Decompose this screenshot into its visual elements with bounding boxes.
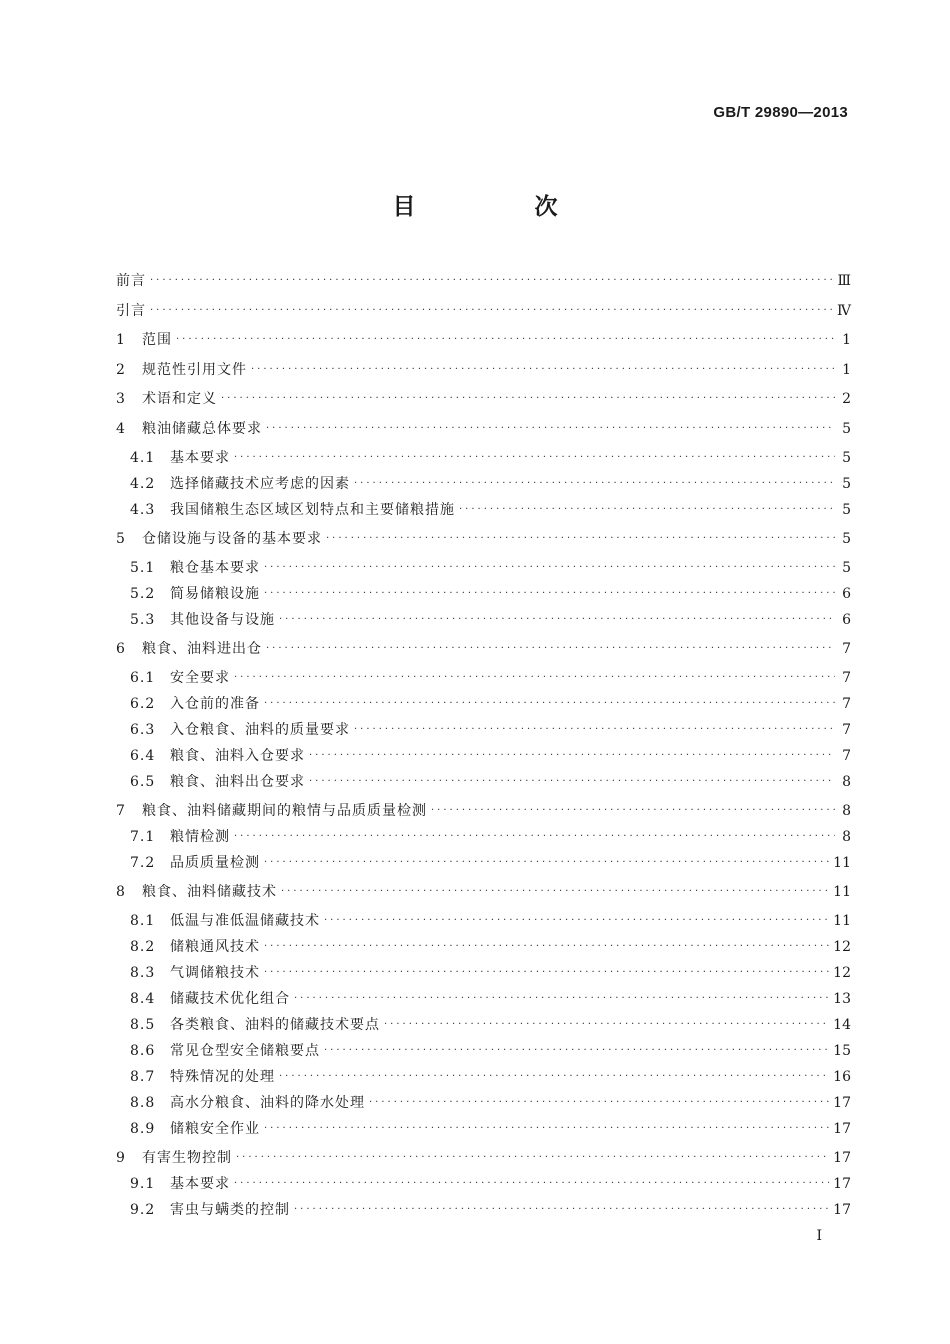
toc-entry-page: 6	[842, 612, 851, 628]
toc-entry-title: 储藏技术优化组合	[170, 991, 290, 1007]
toc-entry[interactable]	[116, 910, 851, 932]
toc-entry-number: 7	[116, 803, 125, 819]
toc-entry-title: 粮情检测	[170, 829, 230, 845]
toc-entry-number: 8.3	[130, 965, 156, 981]
toc-entry[interactable]	[116, 359, 851, 381]
toc-entry[interactable]	[116, 988, 851, 1010]
toc-entry-number: 8.4	[130, 991, 156, 1007]
toc-entry-page: 12	[833, 939, 851, 955]
toc-entry-page: 8	[842, 774, 851, 790]
toc-entry-title: 简易储粮设施	[170, 586, 260, 602]
toc-entry-page: 8	[842, 829, 851, 845]
toc-entry-number: 5.2	[130, 586, 156, 602]
toc-entry-page: Ⅲ	[837, 273, 851, 289]
dot-leader	[264, 852, 829, 874]
toc-entry[interactable]	[116, 667, 851, 689]
dot-leader	[251, 359, 835, 381]
toc-entry-title: 规范性引用文件	[142, 362, 247, 378]
dot-leader	[279, 1066, 829, 1088]
toc-entry-title: 范围	[142, 332, 172, 348]
toc-entry-title: 我国储粮生态区域区划特点和主要储粮措施	[170, 502, 455, 518]
toc-entry-number: 6	[116, 641, 125, 657]
toc-entry-title: 粮油储藏总体要求	[142, 421, 262, 437]
dot-leader	[264, 557, 835, 579]
toc-entry-page: Ⅳ	[837, 303, 851, 319]
toc-entry-number: 9	[116, 1150, 125, 1166]
toc-entry-number: 9.1	[130, 1176, 156, 1192]
toc-entry-page: 17	[833, 1121, 851, 1137]
toc-entry-title: 前言	[116, 273, 146, 289]
dot-leader	[309, 771, 835, 793]
toc-entry-page: 5	[842, 560, 851, 576]
toc-entry[interactable]	[116, 270, 851, 292]
dot-leader	[326, 528, 835, 550]
toc-entry[interactable]	[116, 719, 851, 741]
toc-entry[interactable]	[116, 745, 851, 767]
toc-entry-page: 5	[842, 531, 851, 547]
toc-entry-number: 5.1	[130, 560, 156, 576]
toc-entry-number: 8.9	[130, 1121, 156, 1137]
toc-entry[interactable]	[116, 528, 851, 550]
toc-entry-number: 4.2	[130, 476, 156, 492]
toc-entry-page: 5	[842, 476, 851, 492]
page-title: 目 次	[392, 194, 606, 220]
dot-leader	[354, 473, 835, 495]
toc-entry[interactable]	[116, 499, 851, 521]
toc-entry-page: 16	[833, 1069, 851, 1085]
toc-entry-page: 11	[833, 884, 851, 900]
toc-entry[interactable]	[116, 1199, 851, 1221]
toc-entry-page: 5	[842, 450, 851, 466]
toc-entry-title: 各类粮食、油料的储藏技术要点	[170, 1017, 380, 1033]
toc-entry[interactable]	[116, 771, 851, 793]
toc-entry-number: 3	[116, 391, 125, 407]
dot-leader	[354, 719, 835, 741]
toc-entry-page: 1	[842, 332, 851, 348]
toc-entry-page: 7	[842, 696, 851, 712]
toc-entry[interactable]	[116, 693, 851, 715]
dot-leader	[234, 826, 835, 848]
toc-entry-page: 7	[842, 722, 851, 738]
toc-entry-page: 14	[833, 1017, 851, 1033]
toc-entry-page: 2	[842, 391, 851, 407]
toc-entry-number: 8.1	[130, 913, 156, 929]
dot-leader	[150, 270, 833, 292]
toc-entry-title: 基本要求	[170, 450, 230, 466]
toc-entry-number: 9.2	[130, 1202, 156, 1218]
toc-entry[interactable]	[116, 609, 851, 631]
toc-entry-page: 7	[842, 748, 851, 764]
toc-entry-number: 4	[116, 421, 125, 437]
toc-entry-number: 6.5	[130, 774, 156, 790]
toc-entry-number: 8.6	[130, 1043, 156, 1059]
dot-leader	[264, 693, 835, 715]
toc-entry-page: 5	[842, 421, 851, 437]
toc-entry-title: 特殊情况的处理	[170, 1069, 275, 1085]
toc-entry-number: 4.3	[130, 502, 156, 518]
toc-entry-title: 基本要求	[170, 1176, 230, 1192]
toc-entry-page: 8	[842, 803, 851, 819]
toc-entry-title: 品质质量检测	[170, 855, 260, 871]
dot-leader	[234, 667, 835, 689]
dot-leader	[266, 638, 835, 660]
toc-entry-number: 6.3	[130, 722, 156, 738]
toc-entry[interactable]	[116, 800, 851, 822]
dot-leader	[431, 800, 835, 822]
toc-entry[interactable]	[116, 388, 851, 410]
dot-leader	[266, 418, 835, 440]
toc-entry-title: 储粮通风技术	[170, 939, 260, 955]
toc-entry[interactable]	[116, 447, 851, 469]
toc-entry-title: 粮食、油料储藏期间的粮情与品质质量检测	[142, 803, 427, 819]
dot-leader	[384, 1014, 829, 1036]
toc-entry-title: 粮食、油料出仓要求	[170, 774, 305, 790]
toc-entry-number: 8.8	[130, 1095, 156, 1111]
toc-entry-number: 8	[116, 884, 125, 900]
toc-entry-page: 17	[833, 1095, 851, 1111]
dot-leader	[309, 745, 835, 767]
toc-entry-number: 6.4	[130, 748, 156, 764]
toc-entry-page: 7	[842, 641, 851, 657]
document-code: GB/T 29890—2013	[713, 104, 848, 121]
toc-entry-title: 气调储粮技术	[170, 965, 260, 981]
toc-entry-number: 8.2	[130, 939, 156, 955]
dot-leader	[150, 300, 833, 322]
toc-entry[interactable]	[116, 826, 851, 848]
toc-entry-number: 2	[116, 362, 125, 378]
toc-entry-title: 安全要求	[170, 670, 230, 686]
toc-entry-number: 8.5	[130, 1017, 156, 1033]
toc-entry-number: 4.1	[130, 450, 156, 466]
toc-entry-title: 粮食、油料入仓要求	[170, 748, 305, 764]
dot-leader	[221, 388, 835, 410]
toc-entry-page: 17	[833, 1176, 851, 1192]
page-number: Ⅰ	[816, 1228, 822, 1244]
toc-entry[interactable]	[116, 418, 851, 440]
toc-entry-title: 有害生物控制	[142, 1150, 232, 1166]
toc-entry-title: 储粮安全作业	[170, 1121, 260, 1137]
toc-entry[interactable]	[116, 1092, 851, 1114]
toc-entry-page: 11	[833, 913, 851, 929]
toc-entry-page: 13	[833, 991, 851, 1007]
toc-entry-number: 5	[116, 531, 125, 547]
toc-entry-number: 6.1	[130, 670, 156, 686]
toc-entry-number: 7.1	[130, 829, 156, 845]
toc-entry[interactable]	[116, 473, 851, 495]
toc-entry-page: 6	[842, 586, 851, 602]
dot-leader	[294, 1199, 829, 1221]
toc-entry[interactable]	[116, 1014, 851, 1036]
toc-entry-title: 引言	[116, 303, 146, 319]
toc-entry-title: 其他设备与设施	[170, 612, 275, 628]
dot-leader	[324, 910, 829, 932]
toc-entry-title: 入仓粮食、油料的质量要求	[170, 722, 350, 738]
toc-entry-title: 粮食、油料储藏技术	[142, 884, 277, 900]
toc-entry[interactable]	[116, 1147, 851, 1169]
dot-leader	[459, 499, 835, 521]
toc-entry-title: 粮仓基本要求	[170, 560, 260, 576]
toc-entry-number: 8.7	[130, 1069, 156, 1085]
toc-entry-page: 17	[833, 1202, 851, 1218]
toc-entry[interactable]	[116, 638, 851, 660]
dot-leader	[176, 329, 835, 351]
toc-entry-number: 7.2	[130, 855, 156, 871]
toc-entry-page: 7	[842, 670, 851, 686]
dot-leader	[369, 1092, 829, 1114]
toc-entry[interactable]	[116, 583, 851, 605]
dot-leader	[294, 988, 829, 1010]
toc-entry-page: 12	[833, 965, 851, 981]
dot-leader	[264, 1118, 829, 1140]
toc-entry[interactable]	[116, 881, 851, 903]
toc-entry-page: 11	[833, 855, 851, 871]
toc-entry-page: 17	[833, 1150, 851, 1166]
toc-entry-number: 5.3	[130, 612, 156, 628]
dot-leader	[324, 1040, 829, 1062]
toc-entry[interactable]	[116, 852, 851, 874]
toc-entry-number: 6.2	[130, 696, 156, 712]
dot-leader	[234, 1173, 829, 1195]
toc-entry-title: 害虫与螨类的控制	[170, 1202, 290, 1218]
dot-leader	[234, 447, 835, 469]
toc-entry-page: 5	[842, 502, 851, 518]
toc-entry-title: 低温与准低温储藏技术	[170, 913, 320, 929]
toc-entry-title: 常见仓型安全储粮要点	[170, 1043, 320, 1059]
toc-entry-title: 选择储藏技术应考虑的因素	[170, 476, 350, 492]
toc-entry[interactable]	[116, 936, 851, 958]
toc-entry[interactable]	[116, 557, 851, 579]
toc-entry[interactable]	[116, 329, 851, 351]
toc-entry-title: 术语和定义	[142, 391, 217, 407]
toc-entry[interactable]	[116, 962, 851, 984]
dot-leader	[279, 609, 835, 631]
toc-entry-number: 1	[116, 332, 125, 348]
dot-leader	[281, 881, 829, 903]
toc-entry[interactable]	[116, 1066, 851, 1088]
toc-entry[interactable]	[116, 1118, 851, 1140]
toc-entry-title: 入仓前的准备	[170, 696, 260, 712]
dot-leader	[264, 936, 829, 958]
dot-leader	[264, 583, 835, 605]
toc-entry[interactable]	[116, 1040, 851, 1062]
toc-entry-page: 15	[833, 1043, 851, 1059]
toc-entry-title: 仓储设施与设备的基本要求	[142, 531, 322, 547]
toc-entry-page: 1	[842, 362, 851, 378]
toc-entry-title: 高水分粮食、油料的降水处理	[170, 1095, 365, 1111]
toc-entry[interactable]	[116, 300, 851, 322]
toc-entry-title: 粮食、油料进出仓	[142, 641, 262, 657]
dot-leader	[236, 1147, 829, 1169]
dot-leader	[264, 962, 829, 984]
toc-entry[interactable]	[116, 1173, 851, 1195]
